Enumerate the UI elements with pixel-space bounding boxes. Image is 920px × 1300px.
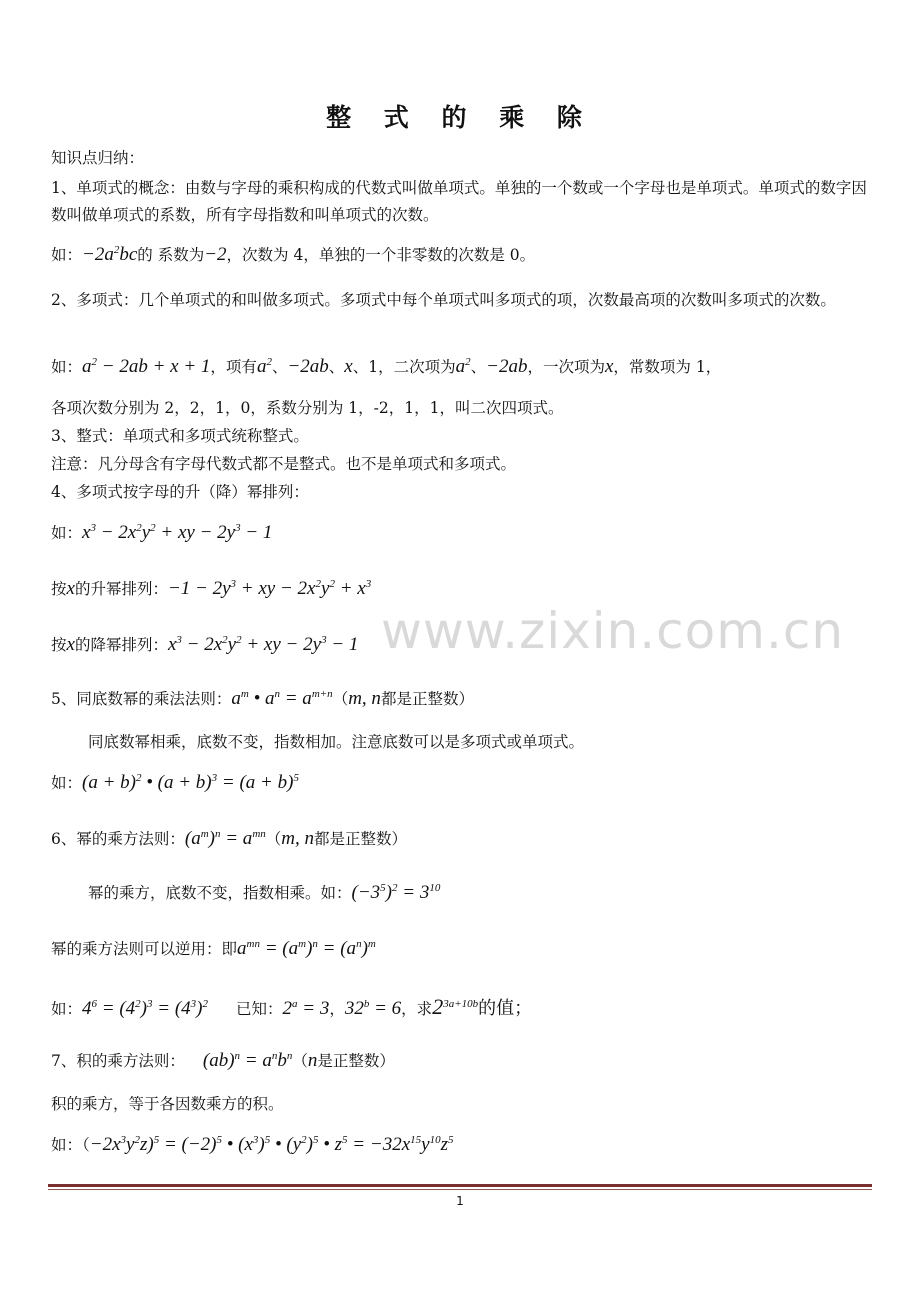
footer-rule bbox=[48, 1184, 872, 1187]
math-expression: $a^2$ bbox=[256, 355, 272, 377]
footer-rule-thin bbox=[48, 1189, 872, 1190]
body-text: 已知： bbox=[235, 1000, 283, 1018]
math-expression: x bbox=[66, 578, 75, 599]
ascending-order bbox=[51, 578, 873, 600]
math-expression: x bbox=[66, 634, 75, 655]
body-text: （ bbox=[265, 830, 282, 848]
example-text: ，一次项为 bbox=[527, 358, 605, 376]
power-rule-inverse bbox=[51, 938, 873, 960]
body-text: 积的乘方，等于各因数乘方的积。 bbox=[51, 1095, 284, 1113]
integral-expression-definition bbox=[51, 425, 873, 447]
monomial-example bbox=[51, 244, 873, 266]
example-label: 如： bbox=[51, 774, 83, 792]
body-text: 都是正整数） bbox=[380, 690, 474, 708]
math-expression: $-1 - 2y^3$ + xy − $2x^2y^2 + x^3$ bbox=[167, 577, 372, 599]
body-text: 幂的乘方，底数不变，指数相乘。如： bbox=[88, 884, 352, 902]
body-text: 各项次数分别为 2，2，1，0，系数分别为 1，-2，1，1，叫二次四项式。 bbox=[51, 399, 564, 417]
example-text: ，项有 bbox=[210, 358, 257, 376]
math-expression: $(ab)^n = a^nb^n$ bbox=[202, 1049, 293, 1071]
body-text: 同底数幂相乘，底数不变，指数相加。注意底数可以是多项式或单项式。 bbox=[88, 733, 585, 751]
polynomial-definition bbox=[51, 287, 873, 314]
power-rule-explanation bbox=[88, 882, 910, 904]
example-text: 、 bbox=[328, 358, 345, 376]
section-heading bbox=[51, 147, 873, 169]
math-expression: $a^m$ • $a^n = a^{m+n}$ bbox=[231, 687, 333, 709]
math-expression: n bbox=[307, 1050, 318, 1071]
math-expression: $x^3 - 2x^2y^2$ + xy − $2y^3 - 1$ bbox=[167, 633, 359, 655]
math-expression: $x^3 - 2x^2y^2$ + xy − $2y^3 - 1$ bbox=[82, 521, 273, 543]
math-expression: $a^2$ bbox=[455, 355, 471, 377]
math-expression: $32^b = 6$ bbox=[344, 997, 402, 1019]
body-text: 的降幂排列： bbox=[74, 636, 168, 654]
math-expression: x bbox=[604, 356, 614, 377]
body-text: 按 bbox=[51, 580, 67, 598]
product-rule-example bbox=[51, 772, 873, 794]
math-expression: $2^a = 3$ bbox=[282, 997, 330, 1019]
ordering-example bbox=[51, 522, 873, 544]
math-expression: $2^{3a+10b}$ bbox=[432, 994, 479, 1019]
example-label: 如： bbox=[51, 358, 83, 376]
math-expression: m, n bbox=[281, 828, 315, 849]
body-text: 7、积的乘方法则： bbox=[51, 1052, 185, 1070]
body-text: 4、多项式按字母的升（降）幂排列： bbox=[51, 483, 309, 501]
body-text: 的值； bbox=[478, 998, 533, 1019]
body-text: ， bbox=[329, 1000, 345, 1018]
body-text: 5、同底数幂的乘法法则： bbox=[51, 690, 232, 708]
math-expression: m, n bbox=[348, 688, 381, 709]
body-text: 按 bbox=[51, 636, 67, 654]
example-text: 、1，二次项为 bbox=[352, 358, 456, 376]
body-text: 是正整数） bbox=[317, 1052, 395, 1070]
body-text: 都是正整数） bbox=[314, 830, 408, 848]
math-expression: $(-3^5)^2 = 3^{10}$ bbox=[351, 881, 441, 903]
product-power-example bbox=[51, 1134, 873, 1156]
body-text: 6、幂的乘方法则： bbox=[51, 830, 185, 848]
body-text: 注意：凡分母含有字母代数式都不是整式。也不是单项式和多项式。 bbox=[51, 455, 517, 473]
math-expression: $-2x^3y^2z)^5 = (-2)^5$ • $(x^3)^5$ • $(y^2)^5$ • $z^5 = -32x^{15}y^{10}z^5$ bbox=[89, 1133, 454, 1155]
page-number: 1 bbox=[456, 1194, 464, 1208]
body-text: 幂的乘方法则可以逆用：即 bbox=[51, 940, 238, 958]
product-power-explanation bbox=[51, 1093, 873, 1115]
watermark-text: www.zixin.com.cn bbox=[381, 602, 845, 660]
product-rule-explanation bbox=[88, 731, 910, 753]
power-rule bbox=[51, 828, 873, 850]
example-text: 、 bbox=[470, 358, 487, 376]
example-text: ，常数项为 1， bbox=[613, 358, 722, 376]
math-expression: −2 bbox=[204, 244, 227, 265]
math-expression: x bbox=[344, 356, 353, 377]
example-label: 如： bbox=[51, 246, 83, 264]
example-label: 如： bbox=[51, 524, 83, 542]
body-text: ，求 bbox=[401, 1000, 433, 1018]
math-expression: $a^{mn} = (a^m)^n = (a^n)^m$ bbox=[237, 937, 376, 959]
body-text: 3、整式：单项式和多项式统称整式。 bbox=[51, 427, 309, 445]
math-expression: $-2a^2bc$ bbox=[82, 243, 138, 265]
polynomial-degrees bbox=[51, 397, 873, 419]
power-rule-example bbox=[51, 996, 873, 1020]
product-rule bbox=[51, 688, 873, 710]
math-expression: $4^6 = (4^2)^3 = (4^3)^2$ bbox=[82, 997, 208, 1019]
example-text: ，次数为 4，单独的一个非零数的次数是 0。 bbox=[226, 246, 536, 264]
math-expression: $(a + b)^2$ • $(a + b)^3 = (a + b)^5$ bbox=[82, 771, 299, 793]
page-title: 整 式 的 乘 除 bbox=[326, 103, 594, 132]
body-text: （ bbox=[292, 1052, 308, 1070]
math-expression: $a^2 - 2ab + x + 1$ bbox=[82, 355, 211, 377]
example-text: 的 系数为 bbox=[137, 246, 205, 264]
monomial-definition-text: 1、单项式的概念：由数与字母的乘积构成的代数式叫做单项式。单独的一个数或一个字母也是单项式。单项式的数字因数叫做单项式的系数，所有字母指数和叫单项式的次数。 bbox=[51, 179, 867, 224]
example-label: 如：（ bbox=[51, 1136, 90, 1154]
example-label: 如： bbox=[51, 1000, 83, 1018]
example-text: 、 bbox=[271, 358, 288, 376]
heading-text: 知识点归纳： bbox=[51, 149, 145, 167]
polynomial-example bbox=[51, 356, 873, 378]
math-expression: −2ab bbox=[486, 356, 528, 377]
ordering-heading bbox=[51, 481, 873, 503]
math-expression: $(a^m)^n = a^{mn}$ bbox=[184, 827, 266, 849]
monomial-definition bbox=[51, 175, 873, 229]
math-expression: −2ab bbox=[287, 356, 329, 377]
note-line bbox=[51, 453, 873, 475]
body-text: （ bbox=[332, 690, 349, 708]
polynomial-definition-text: 2、多项式：几个单项式的和叫做多项式。多项式中每个单项式叫多项式的项，次数最高项的次数叫多项式的次数。 bbox=[51, 291, 836, 309]
product-power-rule bbox=[51, 1050, 873, 1072]
body-text: 的升幂排列： bbox=[74, 580, 168, 598]
